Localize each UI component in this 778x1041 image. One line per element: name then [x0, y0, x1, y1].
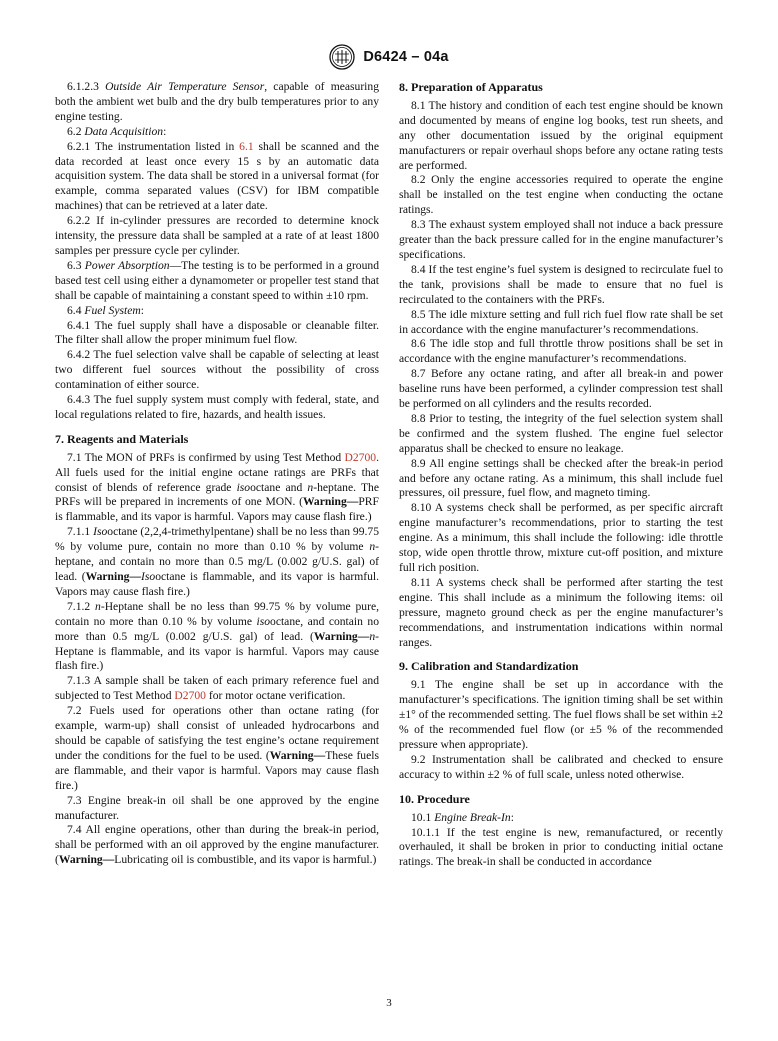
- paragraph-7-3: 7.3 Engine break-in oil shall be one approved by the engine manufacturer.: [55, 793, 379, 822]
- link-6-1[interactable]: 6.1: [239, 139, 254, 153]
- paragraph-6-3: 6.3 Power Absorption—The testing is to be performed in a ground based test cell using either a dynamometer or propeller test stand that shall be capable of maintaining a constant speed to within ±10 rpm.: [55, 258, 379, 302]
- paragraph-8-5: 8.5 The idle mixture setting and full rich fuel flow rate shall be set in accordance with the engine manufacturer’s recommendations.: [399, 307, 723, 336]
- paragraph-7-4: 7.4 All engine operations, other than during the break-in period, shall be performed with an oil approved by the engine manufacturer. (Warning—Lubricating oil is combustible, and its vapor is harmful.): [55, 823, 379, 867]
- section-9-heading: 9. Calibration and Standardization: [399, 659, 579, 674]
- section-10-heading: 10. Procedure: [399, 791, 470, 806]
- paragraph-10-1: 10.1 Engine Break-In:: [411, 810, 514, 824]
- paragraph-8-11: 8.11 A systems check shall be performed after starting the test engine. This shall include as a minimum the following items: oil pressure, magneto ground check as per the engine manufacturer’s recommendations, and instrumentation indications within normal ranges.: [399, 575, 723, 649]
- link-d2700[interactable]: D2700: [174, 689, 206, 703]
- paragraph-6-1-2-3: 6.1.2.3 Outside Air Temperature Sensor, capable of measuring both the ambient wet bulb and the dry bulb temperatures prior to any engine testing.: [55, 80, 379, 123]
- paragraph-6-2: 6.2 Data Acquisition:: [67, 124, 167, 138]
- left-column: [55, 80, 379, 868]
- page-number: 3: [386, 997, 392, 1009]
- paragraph-6-4-2: 6.4.2 The fuel selection valve shall be capable of selecting at least two different fuel sources without the possibility of cross contamination of either source.: [55, 348, 379, 392]
- paragraph-6-4: 6.4 Fuel System:: [67, 303, 144, 317]
- paragraph-8-4: 8.4 If the test engine’s fuel system is designed to recirculate fuel to the tank, provisions shall be made to ensure that no fuel is recirculated to the containers with the PRFs.: [399, 262, 723, 306]
- paragraph-10-1-1: 10.1.1 If the test engine is new, remanufactured, or recently overhauled, it shall be broken in prior to conducting initial octane ratings. The break-in shall be conducted in accordance: [399, 825, 723, 869]
- section-7-heading: 7. Reagents and Materials: [55, 431, 189, 446]
- paragraph-6-2-1: 6.2.1 The instrumentation listed in 6.1 shall be scanned and the data recorded at least once every 15 s by an automatic data acquisition system. The data shall be stored in a universal format (for example, comma separated values (CSV) for IBM compatible machines) that can be retrieved at a later date.: [55, 139, 380, 213]
- paragraph-6-4-1: 6.4.1 The fuel supply shall have a disposable or cleanable filter. The filter shall allow the proper minimum fuel flow.: [55, 318, 379, 347]
- section-8-heading: 8. Preparation of Apparatus: [399, 80, 543, 94]
- link-d2700[interactable]: D2700: [344, 450, 377, 464]
- paragraph-8-3: 8.3 The exhaust system employed shall not induce a back pressure greater than the back pressure called for in the engine manufacturer’s specifications.: [399, 218, 723, 261]
- page-header: [0, 42, 778, 72]
- paragraph-7-1: 7.1 The MON of PRFs is confirmed by using Test Method D2700. All fuels used for the initial engine octane ratings are PRFs that consist of blends of reference grade isooctane and n-heptane. The PRFs will be prepared in increments of one MON. (Warning—PRF is flammable, and its vapor is harmful. Vapors may cause flash fire.): [55, 450, 379, 524]
- paragraph-8-7: 8.7 Before any octane rating, and after all break-in and power baseline runs have been performed, a cylinder compression test shall be performed on all cylinders and the results recorded.: [399, 367, 723, 411]
- paragraph-7-1-3: 7.1.3 A sample shall be taken of each primary reference fuel and subjected to Test Method D2700 for motor octane verification.: [55, 674, 379, 703]
- paragraph-7-2: 7.2 Fuels used for operations other than octane rating (for example, warm-up) shall consist of unleaded hydrocarbons and should be capable of satisfying the test engine’s octane requirement under the conditions for the fuel to be used. (Warning—These fuels are flammable, and their vapor is harmful. Vapors may cause flash fire.): [55, 704, 379, 792]
- paragraph-7-1-1: 7.1.1 Isooctane (2,2,4-trimethylpentane) shall be no less than 99.75 % by volume pure, contain no more than 0.10 % by volume n-heptane, and contain no more than 0.5 mg/L (0.002 g/U.S. gal) of lead. (Warning—Isooctane is flammable, and its vapor is harmful. Vapors may cause flash fire.): [55, 525, 380, 598]
- document-id: D6424 – 04a: [363, 49, 449, 65]
- paragraph-9-2: 9.2 Instrumentation shall be calibrated and checked to ensure accuracy to within ±2 % of full scale, unless noted otherwise.: [399, 752, 723, 781]
- paragraph-8-9: 8.9 All engine settings shall be checked after the break-in period and before any octane rating. As a minimum, this shall include fuel pressures, oil pressure, fuel flow, and magneto timing.: [399, 456, 723, 500]
- paragraph-8-2: 8.2 Only the engine accessories required to operate the engine shall be installed on the test engine when conducting the octane ratings.: [399, 173, 723, 217]
- paragraph-8-6: 8.6 The idle stop and full throttle throw positions shall be set in accordance with the engine manufacturer’s recommendations.: [399, 337, 723, 366]
- paragraph-6-2-2: 6.2.2 If in-cylinder pressures are recorded to determine knock intensity, the pressure data shall be sampled at a rate of at least 1800 samples per pressure cycle per cylinder.: [55, 214, 379, 257]
- paragraph-8-1: 8.1 The history and condition of each test engine should be known and documented by means of engine log books, test run sheets, and any other documentation issued by the original equipment manufacturers or repair overhaul shops before any octane rating tests are performed.: [399, 98, 723, 172]
- paragraph-7-1-2: 7.1.2 n-Heptane shall be no less than 99.75 % by volume pure, contain no more than 0.10 % by volume isooctane, and contain no more than 0.5 mg/L (0.002 g/U.S. gal) of lead. (Warning—n-Heptane is flammable, and its vapor is harmful. Vapors may cause flash fire.): [55, 599, 379, 673]
- paragraph-8-10: 8.10 A systems check shall be performed, as per specific aircraft engine manufacturer’s recommendations, prior to starting the test engine. As a minimum, this shall include the following: idle throttle stop, wide open throttle throw, mixture cut-off position, and mixture full rich position.: [399, 501, 723, 574]
- right-column: [399, 80, 723, 870]
- astm-logo-icon: [329, 44, 355, 70]
- paragraph-9-1: 9.1 The engine shall be set up in accordance with the manufacturer’s specifications. The ignition timing shall be set within ±1° of the recommended setting. The fuel flows shall be set within ±2 % of the recommended fuel flow (or ±5 % of the recommended pressure when appropriate).: [399, 678, 723, 751]
- paragraph-8-8: 8.8 Prior to testing, the integrity of the fuel selection system shall be confirmed and the system flushed. The engine fuel selector apparatus shall be checked to ensure no leakage.: [399, 411, 723, 455]
- paragraph-6-4-3: 6.4.3 The fuel supply system must comply with federal, state, and local regulations related to fire, hazards, and health issues.: [55, 393, 379, 421]
